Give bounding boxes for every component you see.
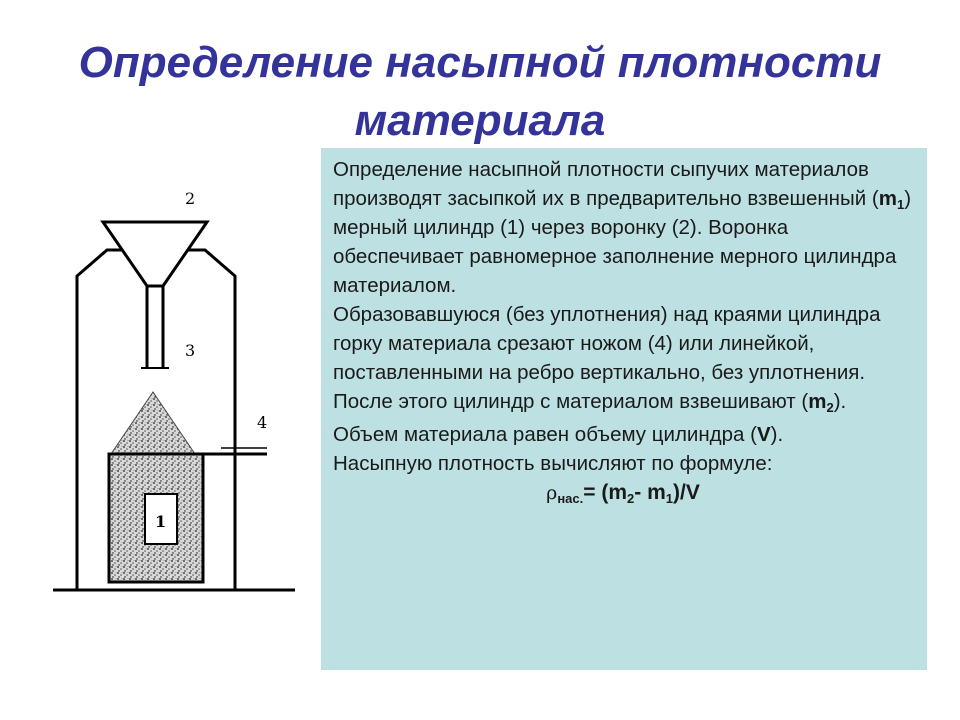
density-formula: $\rho_{нас.}= (m_2-$ $m_1)/V$ [546, 481, 700, 506]
paragraph-cutting: Образовавшуюся (без уплотнения) над краями цилиндра горку материала срезают ножом (4) или линейкой, поставленными на ребро вертикально, без уплотнения. [333, 303, 881, 384]
label-funnel: 2 [185, 189, 196, 208]
paragraph-procedure: Определение насыпной плотности сыпучих материалов производят засыпкой их в предварительно взвешенный $(m_1)$ мерный цилиндр (1) через воронку (2). Воронка обеспечивает равномерное заполнение мерного цилиндра материалом. [333, 158, 912, 297]
paragraph-volume: Объем материала равен объему цилиндра (V). [333, 423, 784, 446]
funnel [103, 222, 207, 286]
slide-title: Определение насыпной плотности материала [78, 38, 882, 145]
paragraph-formula-intro: Насыпную плотность вычисляют по формуле: [333, 452, 773, 475]
paragraph-weighing: После этого цилиндр с материалом взвешивают $(m_2)$. [333, 390, 847, 415]
label-knife: 4 [257, 413, 268, 432]
label-tube: 3 [185, 341, 196, 360]
label-cylinder: 1 [155, 512, 167, 531]
description-textbox [321, 148, 927, 670]
bulk-density-apparatus-diagram [45, 182, 315, 602]
material-pile [111, 392, 195, 454]
